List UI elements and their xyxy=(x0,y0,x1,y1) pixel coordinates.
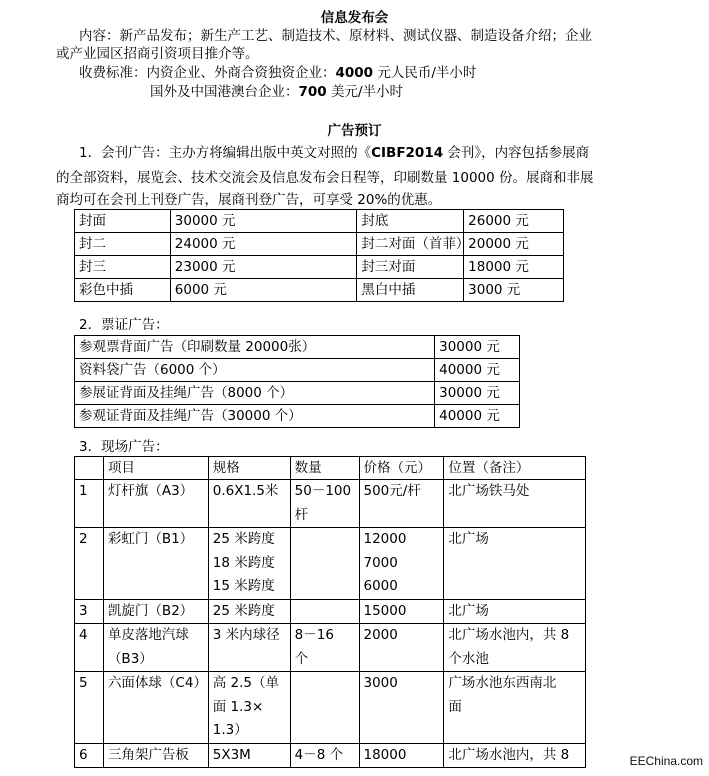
site-cell: 50－100 杆 xyxy=(290,480,359,528)
ticket-cell: 30000 元 xyxy=(435,382,520,405)
site-cell: 3 xyxy=(75,599,104,624)
fee-label: 收费标准：内资企业、外商合资独资企业： xyxy=(79,65,336,81)
ticket-cell: 参展证背面及挂绳广告（8000 个） xyxy=(75,382,435,405)
s1-line1-bold: CIBF2014 xyxy=(371,145,444,161)
fee-domestic-amount: 4000 xyxy=(335,65,374,81)
site-header-cell xyxy=(75,457,104,480)
fee-foreign-amount: 700 xyxy=(298,84,327,100)
ticket-cell: 参观证背面及挂绳广告（30000 个） xyxy=(75,405,435,428)
ticket-ad-table xyxy=(74,335,520,428)
site-cell: 三角架广告板 xyxy=(103,743,208,768)
catalog-cell: 20000 元 xyxy=(464,233,564,256)
ticket-cell: 30000 元 xyxy=(435,336,520,359)
site-header-row xyxy=(75,457,586,480)
ticket-row xyxy=(75,382,520,405)
site-cell: 灯杆旗（A3） xyxy=(103,480,208,528)
ads-s1-line2: 的全部资料，展览会、技术交流会及信息发布会日程等，印刷数量 10000 份。展商和非展 xyxy=(56,170,594,186)
site-cell: 12000 7000 6000 xyxy=(359,528,444,600)
ads-s1-line1 xyxy=(79,141,589,161)
catalog-row xyxy=(75,210,564,233)
site-header-cell: 数量 xyxy=(290,457,359,480)
site-cell: 25 米跨度 xyxy=(208,599,290,624)
catalog-cell: 彩色中插 xyxy=(75,279,171,302)
site-cell: 彩虹门（B1） xyxy=(103,528,208,600)
site-cell: 北广场铁马处 xyxy=(444,480,586,528)
site-cell: 25 米跨度 18 米跨度 15 米跨度 xyxy=(208,528,290,600)
site-cell: 4－8 个 xyxy=(290,743,359,768)
site-cell: 500元/杆 xyxy=(359,480,444,528)
site-header-cell: 规格 xyxy=(208,457,290,480)
s1-line1-b: 会刊》，内容包括参展商 xyxy=(443,145,590,161)
site-cell: 5X3M xyxy=(208,743,290,768)
ticket-cell: 40000 元 xyxy=(435,359,520,382)
site-cell: 15000 xyxy=(359,599,444,624)
ticket-row xyxy=(75,405,520,428)
catalog-cell: 封面 xyxy=(75,210,171,233)
fee-foreign-label: 国外及中国港澳台企业： xyxy=(150,84,299,100)
ads-title: 广告预订 xyxy=(327,123,382,139)
site-header-cell: 项目 xyxy=(103,457,208,480)
site-cell: 北广场 xyxy=(444,528,586,600)
s1-line1-a: 1．会刊广告：主办方将编辑出版中英文对照的《 xyxy=(79,145,372,161)
site-cell: 单皮落地汽球 （B3） xyxy=(103,624,208,672)
site-cell: 2 xyxy=(75,528,104,600)
site-cell: 5 xyxy=(75,672,104,744)
catalog-cell: 26000 元 xyxy=(464,210,564,233)
site-row xyxy=(75,743,586,768)
site-cell: 6 xyxy=(75,743,104,768)
catalog-cell: 23000 元 xyxy=(170,256,357,279)
info-title: 信息发布会 xyxy=(320,10,389,26)
site-cell: 4 xyxy=(75,624,104,672)
site-row xyxy=(75,480,586,528)
fee-domestic-unit: 元人民币/半小时 xyxy=(373,65,477,81)
site-ad-table xyxy=(74,456,586,768)
fee-foreign-unit: 美元/半小时 xyxy=(326,84,404,100)
site-cell: 1 xyxy=(75,480,104,528)
site-cell: 北广场水池内，共 8 个水池 xyxy=(444,624,586,672)
site-cell: 3000 xyxy=(359,672,444,744)
site-cell: 北广场水池内，共 8 xyxy=(444,743,586,768)
catalog-cell: 封二对面（首菲） xyxy=(357,233,464,256)
site-cell: 2000 xyxy=(359,624,444,672)
site-cell: 广场水池东西南北 面 xyxy=(444,672,586,744)
site-cell: 8－16 个 xyxy=(290,624,359,672)
ticket-cell: 资料袋广告（6000 个） xyxy=(75,359,435,382)
ticket-cell: 40000 元 xyxy=(435,405,520,428)
info-content-line2: 或产业园区招商引资项目推介等。 xyxy=(56,46,259,62)
catalog-cell: 3000 元 xyxy=(464,279,564,302)
info-fee-domestic xyxy=(79,61,476,81)
catalog-cell: 封三对面 xyxy=(357,256,464,279)
catalog-cell: 24000 元 xyxy=(170,233,357,256)
site-cell: 0.6X1.5米 xyxy=(208,480,290,528)
ads-s2-heading: 2．票证广告： xyxy=(79,317,169,333)
catalog-cell: 6000 元 xyxy=(170,279,357,302)
site-cell: 北广场 xyxy=(444,599,586,624)
site-header-cell: 位置（备注） xyxy=(444,457,586,480)
site-cell: 六面体球（C4） xyxy=(103,672,208,744)
catalog-cell: 封三 xyxy=(75,256,171,279)
site-header-cell: 价格（元） xyxy=(359,457,444,480)
ads-s1-line3: 商均可在会刊上刊登广告，展商刊登广告，可享受 20%的优惠。 xyxy=(56,192,442,208)
catalog-cell: 封底 xyxy=(357,210,464,233)
catalog-cell: 18000 元 xyxy=(464,256,564,279)
site-cell: 18000 xyxy=(359,743,444,768)
catalog-cell: 30000 元 xyxy=(170,210,357,233)
ticket-row xyxy=(75,359,520,382)
catalog-row xyxy=(75,256,564,279)
site-cell: 高 2.5（单 面 1.3× 1.3） xyxy=(208,672,290,744)
watermark: EEChina.com xyxy=(629,754,703,768)
ticket-cell: 参观票背面广告（印刷数量 20000张） xyxy=(75,336,435,359)
site-row xyxy=(75,528,586,600)
site-row xyxy=(75,624,586,672)
info-fee-foreign xyxy=(150,80,403,100)
catalog-row xyxy=(75,279,564,302)
catalog-row xyxy=(75,233,564,256)
site-cell: 凯旋门（B2） xyxy=(103,599,208,624)
ticket-row xyxy=(75,336,520,359)
site-cell xyxy=(290,528,359,600)
catalog-cell: 封二 xyxy=(75,233,171,256)
ads-s3-heading: 3．现场广告： xyxy=(79,439,169,455)
site-cell: 3 米内球径 xyxy=(208,624,290,672)
info-content-line1: 内容：新产品发布；新生产工艺、制造技术、原材料、测试仪器、制造设备介绍；企业 xyxy=(79,28,592,44)
site-row xyxy=(75,599,586,624)
site-cell xyxy=(290,672,359,744)
site-cell xyxy=(290,599,359,624)
catalog-ad-table xyxy=(74,209,564,302)
catalog-cell: 黑白中插 xyxy=(357,279,464,302)
site-row xyxy=(75,672,586,744)
